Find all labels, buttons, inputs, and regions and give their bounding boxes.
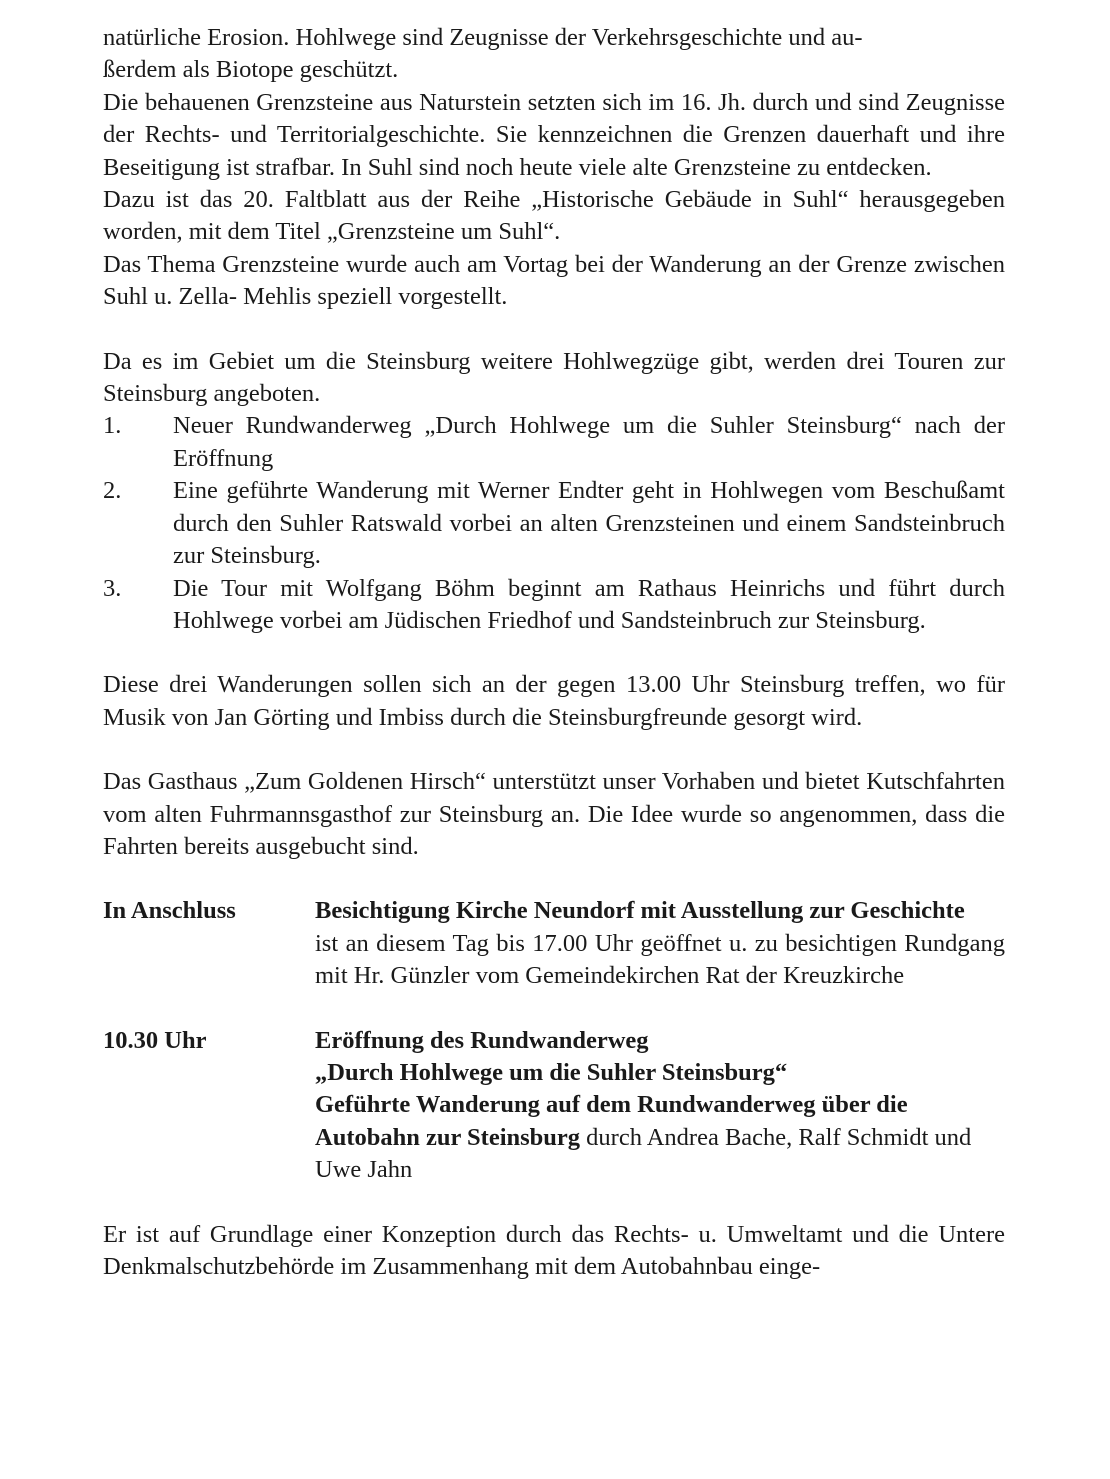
document-page [103, 22, 1005, 1283]
tour-list [103, 410, 1005, 637]
paragraph-grenzsteine: Die behauenen Grenzsteine aus Naturstein setzten sich im 16. Jh. durch und sind Zeugnisse der Rechts- und Territorialgeschichte. Sie kennzeichnen die Grenzen dauerhaft und ihre Beseitigung ist strafbar. In Suhl sind noch heute viele alte Grenzsteine zu entdecken. [103, 88, 1005, 181]
list-text: Eine geführte Wanderung mit Werner Endter geht in Hohlwegen vom Beschußamt durch den Suhler Ratswald vorbei an alten Grenzsteinen und einem Sandsteinbruch zur Steinsburg. [173, 477, 1005, 570]
schedule-entry-anschluss [103, 895, 1005, 992]
paragraph-erosion [103, 22, 1005, 87]
list-item [103, 475, 1005, 572]
paragraph-final: Er ist auf Grundlage einer Konzeption durch das Rechts- u. Umweltamt und die Untere Denkmalschutzbehörde im Zusammenhang mit dem Autobahnbau einge- [103, 1220, 1005, 1280]
list-number: 1. [103, 412, 122, 440]
schedule-body [315, 1025, 1005, 1187]
schedule-title: Besichtigung Kirche Neundorf mit Ausstellung zur Geschichte [315, 897, 965, 925]
text-line: natürliche Erosion. Hohlwege sind Zeugnisse der Verkehrsgeschichte und au- [103, 24, 863, 51]
spacer [103, 637, 1005, 669]
schedule-label: In Anschluss [103, 897, 236, 925]
schedule-body [315, 895, 1005, 992]
paragraph-faltblatt: Dazu ist das 20. Faltblatt aus der Reihe „Historische Gebäude in Suhl“ herausgegeben worden, mit dem Titel „Grenzsteine um Suhl“. [103, 186, 1005, 246]
schedule-guides: durch Andrea Bache, Ralf Schmidt und Uwe Jahn [315, 1123, 972, 1184]
spacer [103, 993, 1005, 1025]
list-item [103, 573, 1005, 638]
schedule-highlight: Geführte Wanderung auf dem Rundwanderweg über die Autobahn zur Steinsburg [315, 1091, 908, 1151]
list-item [103, 410, 1005, 475]
list-number: 2. [103, 477, 122, 505]
list-text: Neuer Rundwanderweg „Durch Hohlwege um die Suhler Steinsburg“ nach der Eröffnung [173, 412, 1005, 472]
spacer [103, 1187, 1005, 1219]
spacer [103, 734, 1005, 766]
spacer [103, 863, 1005, 895]
list-number: 3. [103, 574, 122, 602]
paragraph-vortag: Das Thema Grenzsteine wurde auch am Vortag bei der Wanderung an der Grenze zwischen Suhl u. Zella- Mehlis speziell vorgestellt. [103, 250, 1005, 311]
paragraph-gasthaus: Das Gasthaus „Zum Goldenen Hirsch“ unterstützt unser Vorhaben und bietet Kutschfahrten vom alten Fuhrmannsgasthof zur Steinsburg an. Die Idee wurde so angenommen, dass die Fahrten bereits ausgebucht sind. [103, 768, 1005, 860]
text-line: ßerdem als Biotope geschützt. [103, 56, 399, 84]
schedule-description [315, 1089, 1005, 1186]
schedule-label: 10.30 Uhr [103, 1026, 207, 1054]
schedule-text: ist an diesem Tag bis 17.00 Uhr geöffnet u. zu besichtigen Rundgang mit Hr. Günzler vom Gemeindekirchen Rat der Kreuzkirche [315, 929, 1005, 990]
schedule-entry-1030 [103, 1025, 1005, 1187]
paragraph-meet: Diese drei Wanderungen sollen sich an der gegen 13.00 Uhr Steinsburg treffen, wo für Musik von Jan Görting und Imbiss durch die Steinsburgfreunde gesorgt wird. [103, 671, 1005, 731]
schedule-subtitle: „Durch Hohlwege um die Suhler Steinsburg“ [315, 1058, 788, 1086]
spacer [103, 314, 1005, 346]
paragraph-tours-intro: Da es im Gebiet um die Steinsburg weitere Hohlwegzüge gibt, werden drei Touren zur Steinsburg angeboten. [103, 347, 1005, 408]
schedule-title: Eröffnung des Rundwanderweg [315, 1026, 649, 1054]
list-text: Die Tour mit Wolfgang Böhm beginnt am Rathaus Heinrichs und führt durch Hohlwege vorbei am Jüdischen Friedhof und Sandsteinbruch zur Steinsburg. [173, 574, 1005, 634]
